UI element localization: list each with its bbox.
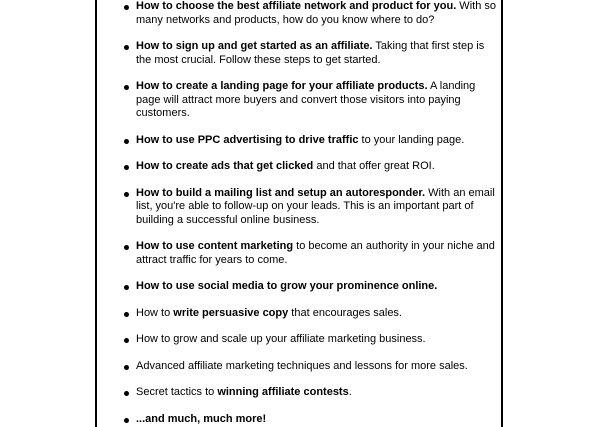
item-text: . — [348, 386, 352, 398]
item-text: that encourages sales. — [288, 306, 402, 319]
feature-list — [136, 0, 498, 427]
item-bold: How to create a landing page for your affiliate products. — [136, 80, 428, 92]
list-item — [136, 413, 498, 427]
item-text: With so many networks and products, how do you know where to do? — [136, 0, 496, 26]
item-text: A landing page will attract more buyers and convert those visitors into paying customers. — [136, 80, 476, 119]
list-item — [136, 187, 498, 228]
list-item — [136, 0, 498, 27]
item-bold: How to build a mailing list and setup an autoresponder. — [136, 186, 426, 199]
item-bold: write persuasive copy — [173, 306, 289, 319]
item-text: to your landing page. — [358, 133, 465, 146]
item-text: Taking that first step is the most crucial. Follow these steps to get started. — [136, 40, 485, 66]
item-bold: How to use social media to grow your prominence online. — [136, 280, 438, 292]
item-bold: How to use content marketing — [136, 240, 294, 252]
item-text: Advanced affiliate marketing techniques and lessons for more sales. — [136, 359, 468, 372]
item-bold: ...and much, much more! — [136, 412, 267, 425]
list-item — [136, 240, 498, 267]
item-bold: How to create ads that get clicked — [136, 160, 314, 172]
item-text: and that offer great ROI. — [313, 160, 435, 172]
list-item — [136, 307, 498, 321]
item-pre: How to — [136, 306, 174, 319]
list-item — [136, 160, 498, 174]
list-item — [136, 280, 498, 294]
list-item — [136, 134, 498, 148]
item-text: With an email list, you're able to follow-up on your leads. This is an important part of building a successful online business. — [136, 186, 495, 226]
item-pre: Secret tactics to — [136, 386, 218, 398]
list-item — [136, 333, 498, 347]
item-text: How to grow and scale up your affiliate marketing business. — [136, 333, 426, 345]
list-item — [136, 40, 498, 67]
item-bold: How to sign up and get started as an affiliate. — [136, 40, 373, 52]
list-item — [136, 360, 498, 374]
list-item — [136, 386, 498, 400]
list-item — [136, 80, 498, 121]
item-bold: winning affiliate contests — [217, 386, 349, 398]
item-bold: How to use PPC advertising to drive traffic — [136, 133, 359, 146]
item-text: to become an authority in your niche and attract traffic for years to come. — [136, 240, 495, 266]
item-bold: How to choose the best affiliate network and product for you. — [136, 0, 457, 12]
